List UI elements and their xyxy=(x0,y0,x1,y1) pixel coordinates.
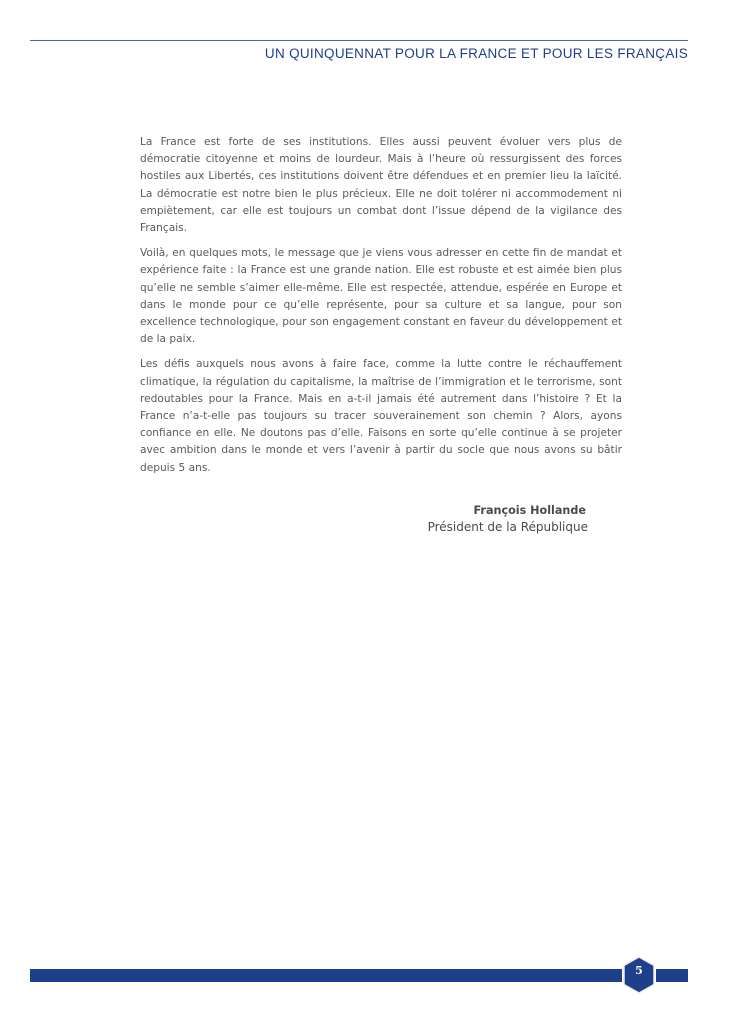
header-rule xyxy=(30,40,688,41)
footer-bar-right xyxy=(656,969,688,982)
paragraph-2: Voilà, en quelques mots, le message que je viens vous adresser en cette fin de mandat et expérience faite : la France est une grande nation. Elle est robuste et est aimée bien plus qu’elle ne semble s’aimer elle-même. Elle est respectée, attendue, espérée en Europe et dans le monde pour ce qu’elle représente, pour sa culture et sa langue, pour son excellence technologique, pour son engagement constant en faveur du développement et de la paix. xyxy=(140,247,622,346)
letter-body xyxy=(140,134,622,485)
paragraph-3: Les défis auxquels nous avons à faire face, comme la lutte contre le réchauffement climatique, la régulation du capitalisme, la maîtrise de l’immigration et le terrorisme, sont redoutables pour la France. Mais en a-t-il jamais été autrement dans l’histoire ? Et la France n’a-t-elle pas toujours su tracer souverainement son chemin ? Alors, ayons confiance en elle. Ne doutons pas d’elle. Faisons en sorte qu’elle continue à se projeter avec ambition dans le monde et vers l’avenir à partir du socle que nous avons su bâtir depuis 5 ans. xyxy=(140,358,622,474)
paragraph-1: La France est forte de ses institutions. Elles aussi peuvent évoluer vers plus de démocratie citoyenne et moins de lourdeur. Mais à l’heure où ressurgissent des forces hostiles aux Libertés, ces institutions doivent être défendues et en premier lieu la laïcité. La démocratie est notre bien le plus précieux. Elle ne doit tolérer ni accommodement ni empiètement, car elle est toujours un combat dont l’issue dépend de la vigilance des Français. xyxy=(140,136,622,235)
header-title: UN QUINQUENNAT POUR LA FRANCE ET POUR LES FRANÇAIS xyxy=(264,46,688,61)
signature-title: Président de la République xyxy=(427,520,588,534)
signature-name: François Hollande xyxy=(473,504,586,517)
footer-bar-left xyxy=(30,969,622,982)
page-number: 5 xyxy=(635,964,643,977)
signature-block xyxy=(428,502,588,536)
